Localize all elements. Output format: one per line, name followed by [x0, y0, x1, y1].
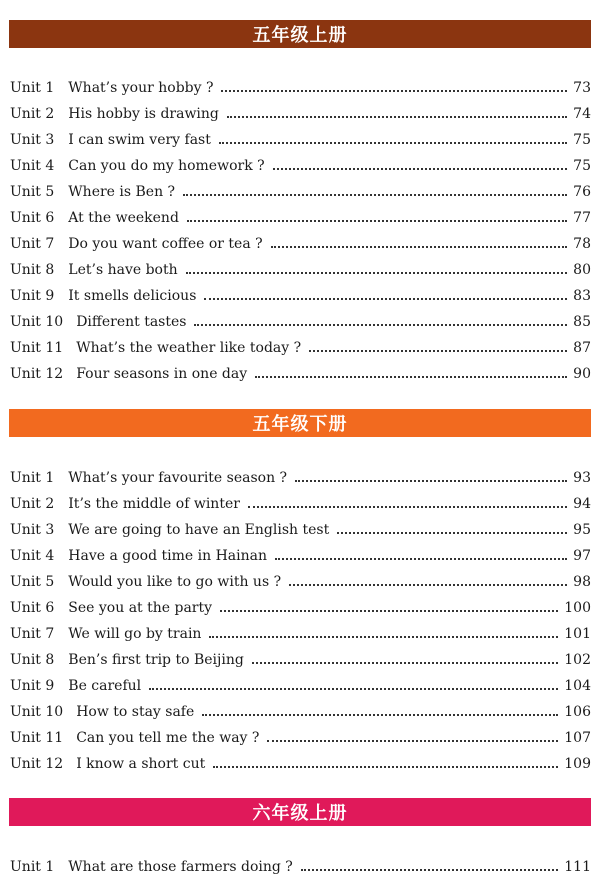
toc-entry — [10, 647, 591, 673]
toc-unit-label: Unit 10 — [10, 704, 64, 720]
toc-unit-label: Unit 3 — [10, 132, 55, 148]
dot-leader — [187, 206, 567, 222]
toc-page-number: 76 — [573, 184, 591, 200]
dot-leader — [252, 648, 558, 664]
dot-leader — [273, 154, 568, 170]
toc-page-number: 74 — [573, 106, 591, 122]
toc-entry — [10, 854, 591, 880]
toc-list-grade5-vol2 — [10, 465, 591, 777]
toc-page-number: 98 — [573, 574, 591, 590]
dot-leader — [219, 128, 567, 144]
toc-entry — [10, 257, 591, 283]
toc-title: Ben’s first trip to Beijing — [68, 652, 244, 668]
dot-leader — [186, 258, 568, 274]
toc-page-number: 102 — [564, 652, 591, 668]
dot-leader — [275, 544, 567, 560]
toc-page-number: 111 — [564, 859, 591, 875]
toc-unit-label: Unit 11 — [10, 340, 64, 356]
toc-page-number: 85 — [573, 314, 591, 330]
toc-unit-label: Unit 11 — [10, 730, 64, 746]
toc-entry — [10, 673, 591, 699]
toc-title: Where is Ben ? — [68, 184, 176, 200]
toc-page-number: 109 — [564, 756, 591, 772]
toc-entry — [10, 517, 591, 543]
dot-leader — [267, 726, 558, 742]
toc-entry — [10, 153, 591, 179]
toc-unit-label: Unit 1 — [10, 470, 55, 486]
toc-unit-label: Unit 1 — [10, 80, 55, 96]
toc-page-number: 94 — [573, 496, 591, 512]
dot-leader — [209, 622, 558, 638]
toc-page-number: 87 — [573, 340, 591, 356]
toc-unit-label: Unit 10 — [10, 314, 64, 330]
toc-entry — [10, 543, 591, 569]
dot-leader — [248, 492, 567, 508]
toc-page-number: 73 — [573, 80, 591, 96]
toc-page-number: 78 — [573, 236, 591, 252]
toc-page-number: 83 — [573, 288, 591, 304]
dot-leader — [295, 466, 567, 482]
dot-leader — [301, 855, 558, 871]
toc-entry — [10, 127, 591, 153]
toc-title: How to stay safe — [76, 704, 195, 720]
toc-unit-label: Unit 7 — [10, 236, 55, 252]
toc-entry — [10, 751, 591, 777]
toc-page-number: 90 — [573, 366, 591, 382]
toc-unit-label: Unit 2 — [10, 106, 55, 122]
dot-leader — [255, 362, 567, 378]
toc-page-number: 93 — [573, 470, 591, 486]
toc-unit-label: Unit 12 — [10, 756, 64, 772]
toc-unit-label: Unit 2 — [10, 496, 55, 512]
toc-title: What are those farmers doing ? — [68, 859, 293, 875]
toc-entry — [10, 283, 591, 309]
toc-list-grade5-vol1 — [10, 75, 591, 387]
toc-title: It smells delicious — [68, 288, 197, 304]
toc-unit-label: Unit 4 — [10, 548, 55, 564]
toc-entry — [10, 335, 591, 361]
toc-unit-label: Unit 6 — [10, 600, 55, 616]
toc-title: We will go by train — [68, 626, 202, 642]
toc-unit-label: Unit 12 — [10, 366, 64, 382]
toc-entry — [10, 725, 591, 751]
section-header-grade5-vol2: 五年级下册 — [9, 409, 591, 437]
toc-unit-label: Unit 6 — [10, 210, 55, 226]
toc-title: Let’s have both — [68, 262, 178, 278]
toc-unit-label: Unit 8 — [10, 652, 55, 668]
toc-title: Different tastes — [76, 314, 187, 330]
toc-entry — [10, 491, 591, 517]
toc-title: What’s the weather like today ? — [76, 340, 302, 356]
toc-title: Be careful — [68, 678, 142, 694]
toc-unit-label: Unit 5 — [10, 184, 55, 200]
toc-entry — [10, 101, 591, 127]
toc-unit-label: Unit 9 — [10, 678, 55, 694]
toc-title: At the weekend — [68, 210, 179, 226]
dot-leader — [183, 180, 567, 196]
dot-leader — [202, 700, 558, 716]
toc-entry — [10, 621, 591, 647]
toc-title: What’s your hobby ? — [68, 80, 214, 96]
toc-page-number: 75 — [573, 132, 591, 148]
toc-title: I can swim very fast — [68, 132, 211, 148]
toc-page-number: 97 — [573, 548, 591, 564]
toc-title: I know a short cut — [76, 756, 206, 772]
toc-unit-label: Unit 5 — [10, 574, 55, 590]
toc-unit-label: Unit 3 — [10, 522, 55, 538]
toc-page-number: 80 — [573, 262, 591, 278]
toc-title: Do you want coffee or tea ? — [68, 236, 263, 252]
toc-page-number: 107 — [564, 730, 591, 746]
toc-title: Can you tell me the way ? — [76, 730, 260, 746]
toc-page-number: 75 — [573, 158, 591, 174]
toc-unit-label: Unit 8 — [10, 262, 55, 278]
dot-leader — [220, 596, 558, 612]
toc-title: Have a good time in Hainan — [68, 548, 267, 564]
toc-title: See you at the party — [68, 600, 213, 616]
toc-title: Would you like to go with us ? — [68, 574, 282, 590]
toc-entry — [10, 205, 591, 231]
toc-entry — [10, 361, 591, 387]
dot-leader — [213, 752, 558, 768]
dot-leader — [194, 310, 567, 326]
dot-leader — [149, 674, 558, 690]
section-header-grade6-vol1: 六年级上册 — [9, 798, 591, 826]
toc-entry — [10, 595, 591, 621]
dot-leader — [221, 76, 567, 92]
toc-list-grade6-vol1 — [10, 854, 591, 880]
toc-unit-label: Unit 9 — [10, 288, 55, 304]
toc-unit-label: Unit 4 — [10, 158, 55, 174]
toc-title: Can you do my homework ? — [68, 158, 265, 174]
toc-entry — [10, 465, 591, 491]
toc-entry — [10, 179, 591, 205]
toc-page-number: 100 — [564, 600, 591, 616]
toc-page-number: 77 — [573, 210, 591, 226]
toc-page-number: 95 — [573, 522, 591, 538]
toc-title: What’s your favourite season ? — [68, 470, 288, 486]
dot-leader — [204, 284, 567, 300]
toc-unit-label: Unit 7 — [10, 626, 55, 642]
dot-leader — [289, 570, 567, 586]
toc-title: Four seasons in one day — [76, 366, 248, 382]
toc-title: It’s the middle of winter — [68, 496, 240, 512]
dot-leader — [271, 232, 568, 248]
section-header-grade5-vol1: 五年级上册 — [9, 20, 591, 48]
toc-page-number: 104 — [564, 678, 591, 694]
toc-entry — [10, 699, 591, 725]
dot-leader — [337, 518, 567, 534]
toc-title: His hobby is drawing — [68, 106, 219, 122]
toc-page-number: 101 — [564, 626, 591, 642]
dot-leader — [227, 102, 567, 118]
toc-entry — [10, 569, 591, 595]
toc-unit-label: Unit 1 — [10, 859, 55, 875]
toc-page-number: 106 — [564, 704, 591, 720]
toc-entry — [10, 231, 591, 257]
toc-title: We are going to have an English test — [68, 522, 330, 538]
toc-entry — [10, 309, 591, 335]
dot-leader — [309, 336, 567, 352]
toc-entry — [10, 75, 591, 101]
